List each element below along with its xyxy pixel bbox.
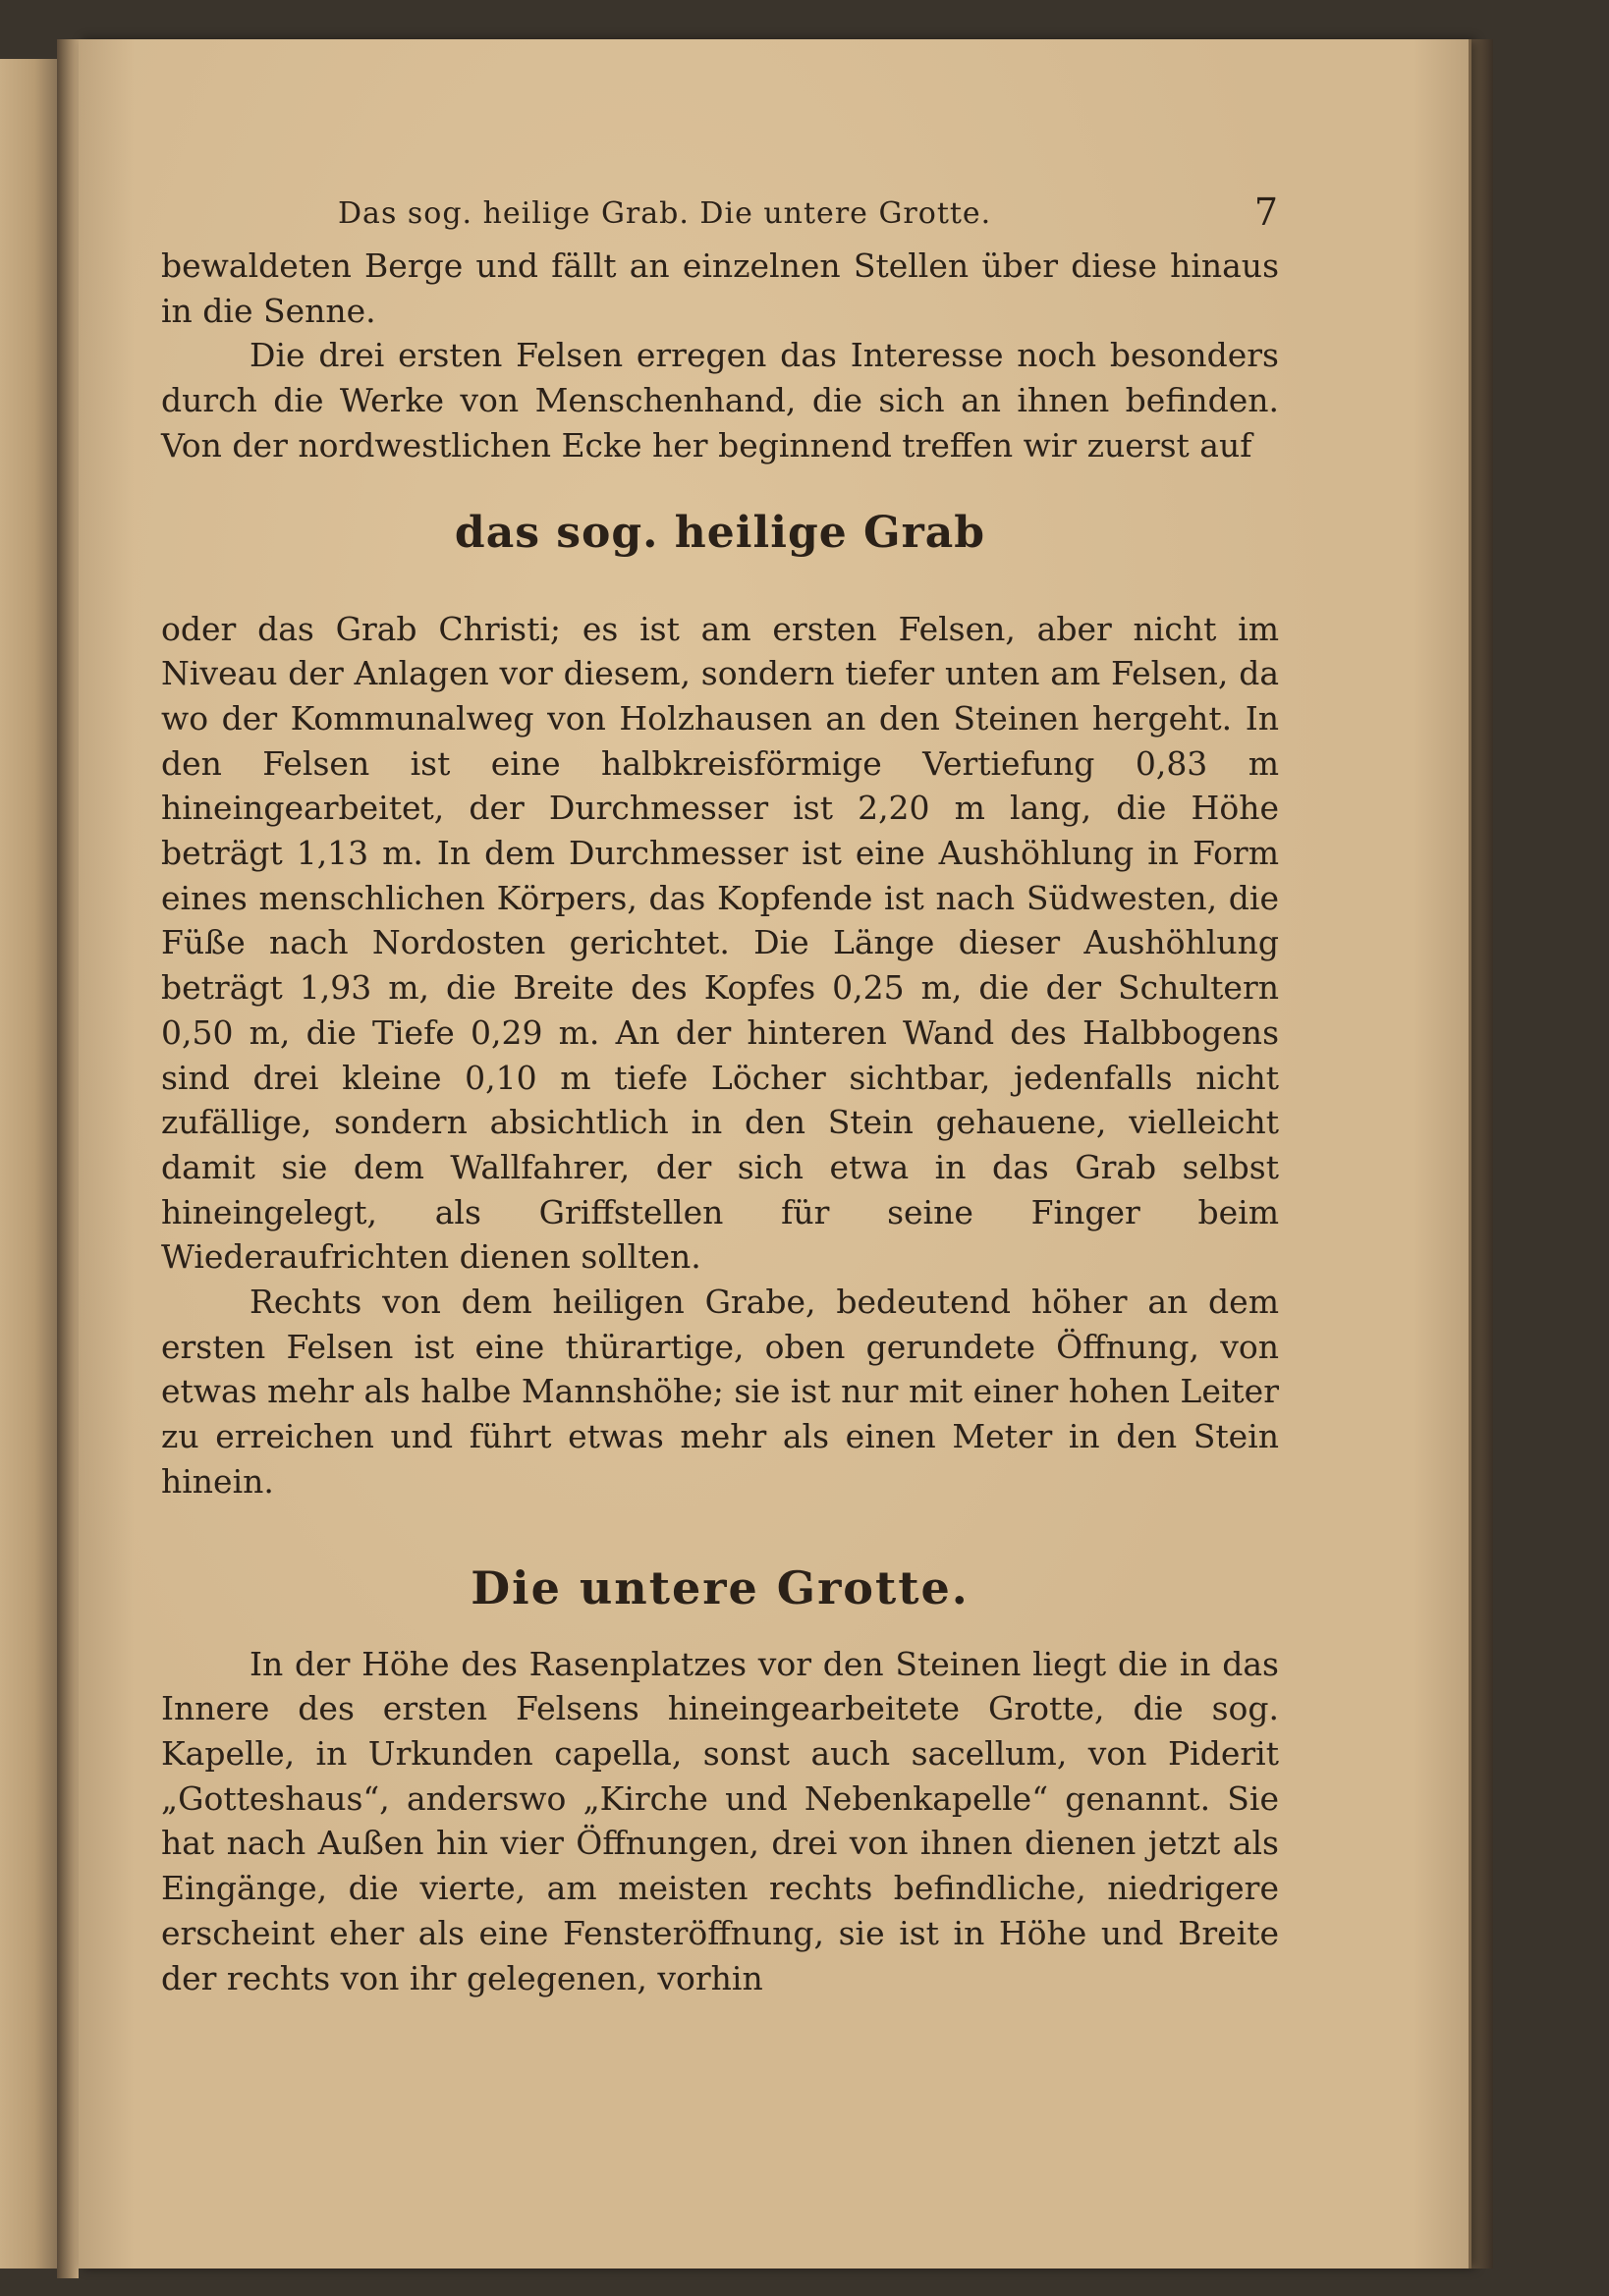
running-head — [161, 157, 1279, 234]
facing-page-edge — [0, 59, 57, 2269]
running-head-title: Das sog. heilige Grab. Die untere Grotte. — [338, 196, 992, 231]
paragraph: Die drei ersten Felsen erregen das Interesse noch besonders durch die Werke von Menschenhand, die sich an ihnen befinden. Von der nordwestlichen Ecke her beginnend treffen wir zuerst auf — [161, 336, 1279, 465]
page-content — [161, 157, 1279, 2000]
book-gutter — [57, 39, 79, 2278]
body-text — [161, 244, 1279, 2000]
page-number: 7 — [1253, 191, 1279, 234]
section-heading-untere-grotte: Die untere Grotte. — [471, 1560, 970, 1614]
paragraph: bewaldeten Berge und fällt an einzelnen Stellen über diese hinaus in die Senne. — [161, 246, 1279, 330]
section-heading-heilige-grab: das sog. heilige Grab — [454, 507, 986, 558]
paragraph: oder das Grab Christi; es ist am ersten Felsen, aber nicht im Niveau der Anlagen vor diesem, sondern tiefer unten am Felsen, da wo der Kommunalweg von Holzhausen an den Steinen hergeht. In den Felsen ist eine halbkreisförmige Vertiefung 0,83 m hineingearbeitet, der Durchmesser ist 2,20 m lang, die Höhe beträgt 1,13 m. In dem Durchmesser ist eine Aushöhlung in Form eines menschlichen Körpers, das Kopfende ist nach Südwesten, die Füße nach Nordosten gerichtet. Die Länge dieser Aushöhlung beträgt 1,93 m, die Breite des Kopfes 0,25 m, die der Schultern 0,50 m, die Tiefe 0,29 m. An der hinteren Wand des Halbbogens sind drei kleine 0,10 m tiefe Löcher sichtbar, jedenfalls nicht zufällige, sondern absichtlich in den Stein gehauene, vielleicht damit sie dem Wallfahrer, der sich etwa in das Grab selbst hineingelegt, als Griffstellen für seine Finger beim Wiederaufrichten dienen sollten. — [161, 609, 1279, 1277]
paragraph: In der Höhe des Rasenplatzes vor den Steinen liegt die in das Innere des ersten Felsens hineingearbeitete Grotte, die sog. Kapelle, in Urkunden capella, sonst auch sacellum, von Piderit „Gotteshaus“, anderswo „Kirche und Nebenkapelle“ genannt. Sie hat nach Außen hin vier Öffnungen, drei von ihnen dienen jetzt als Eingänge, die vierte, am meisten rechts befindliche, niedrigere erscheint eher als eine Fensteröffnung, sie ist in Höhe und Breite der rechts von ihr gelegenen, vorhin — [161, 1644, 1279, 1997]
book-page — [79, 39, 1471, 2269]
paragraph: Rechts von dem heiligen Grabe, bedeutend höher an dem ersten Felsen ist eine thürartige, oben gerundete Öffnung, von etwas mehr als halbe Mannshöhe; sie ist nur mit einer hohen Leiter zu erreichen und führt etwas mehr als einen Meter in den Stein hinein. — [161, 1283, 1279, 1501]
page-edge-shadow — [1471, 39, 1493, 2269]
